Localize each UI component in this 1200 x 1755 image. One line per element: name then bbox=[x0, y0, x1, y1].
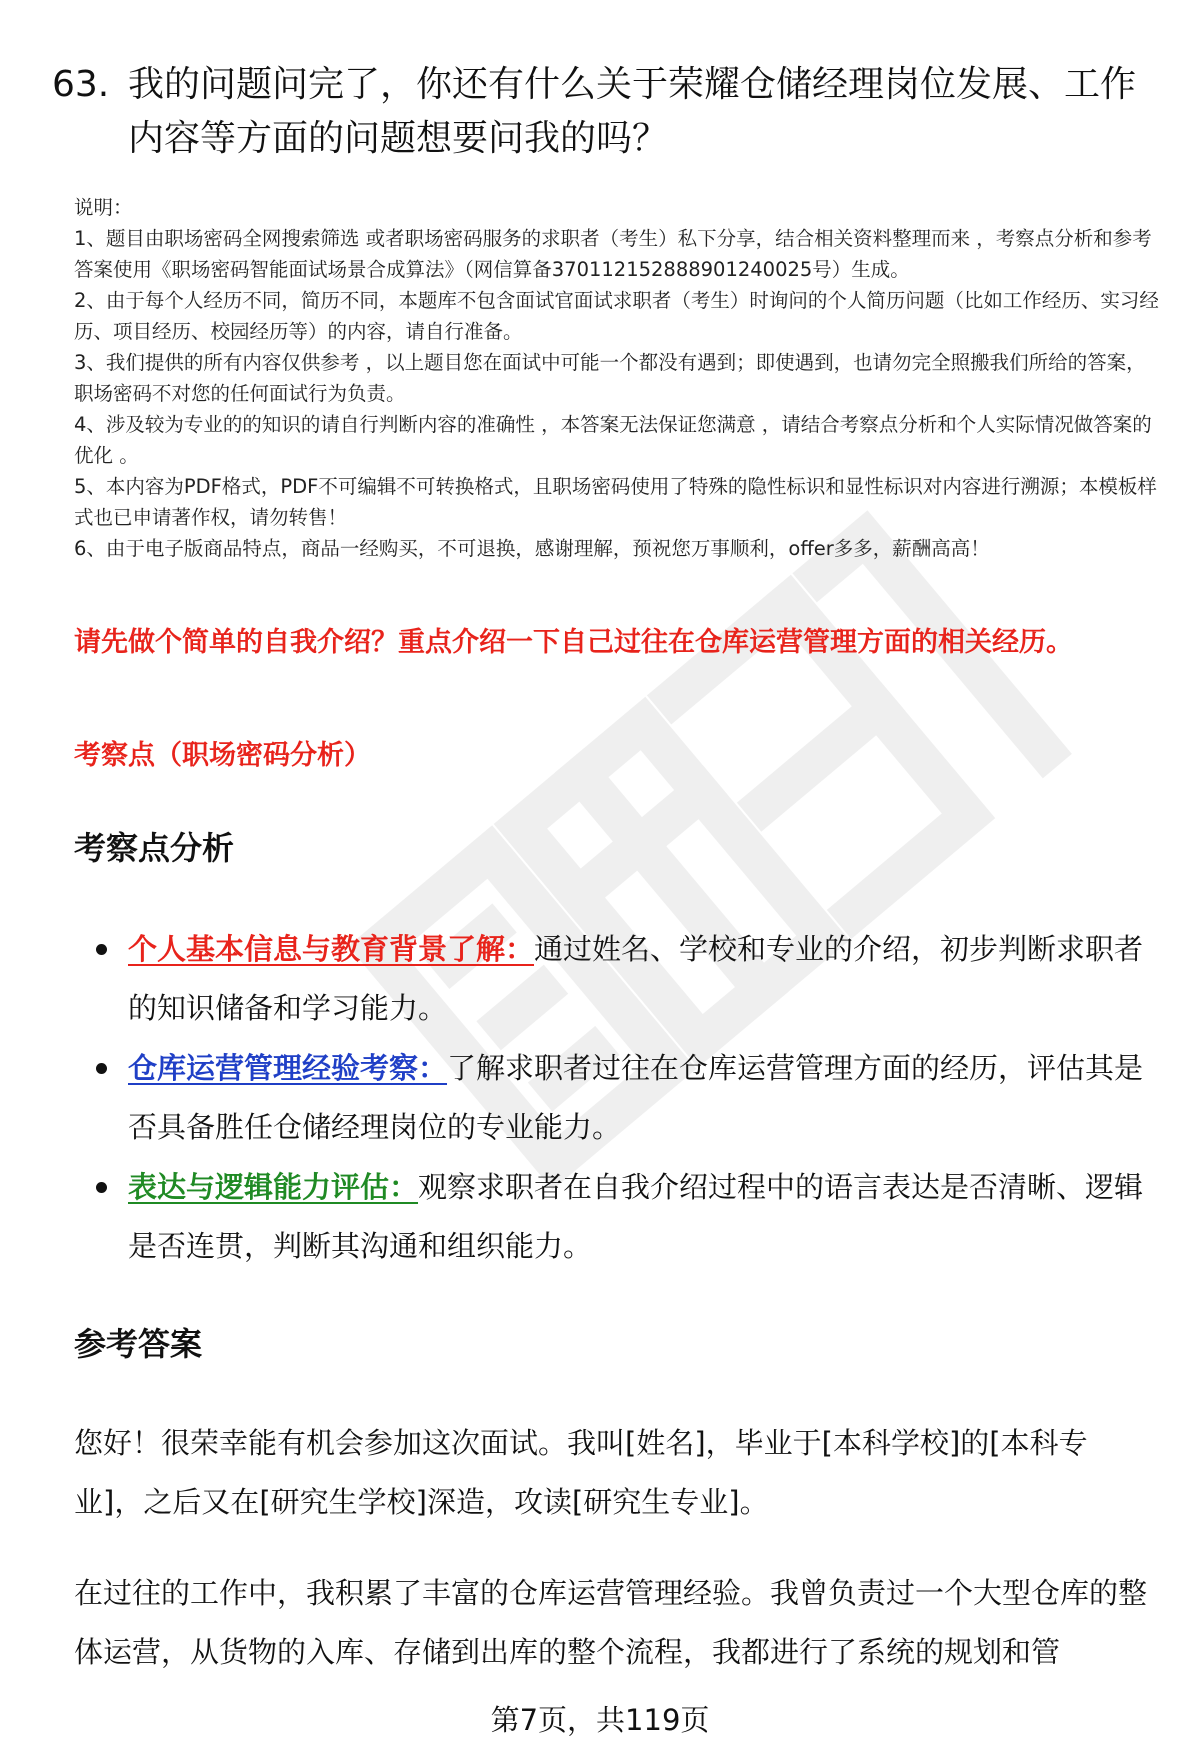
answer-paragraph: 您好！很荣幸能有机会参加这次面试。我叫[姓名]，毕业于[本科学校]的[本科专业]，之后又在[研究生学校]深造，攻读[研究生专业]。 bbox=[74, 1426, 1088, 1519]
point-text: 了解求职者过往在仓库运营管理方面的经历，评估其是否具备胜任仓储经理岗位的专业能力。 bbox=[128, 1051, 1144, 1144]
analysis-subheading: 考察点（职场密码分析） bbox=[74, 740, 371, 771]
analysis-points-list bbox=[96, 920, 1146, 1277]
point-text: 通过姓名、学校和专业的介绍，初步判断求职者的知识储备和学习能力。 bbox=[128, 932, 1144, 1025]
notes-heading: 说明： bbox=[74, 196, 133, 219]
bullet-icon bbox=[96, 1063, 107, 1074]
point-text: 观察求职者在自我介绍过程中的语言表达是否清晰、逻辑是否连贯，判断其沟通和组织能力。 bbox=[128, 1170, 1144, 1263]
question-number: 63. bbox=[52, 64, 110, 105]
list-item bbox=[96, 920, 1146, 1038]
answer-heading: 参考答案 bbox=[74, 1325, 203, 1363]
analysis-heading: 考察点分析 bbox=[74, 829, 235, 867]
note-item: 5、本内容为PDF格式，PDF不可编辑不可转换格式，且职场密码使用了特殊的隐性标识和显性标识对内容进行溯源；本模板样式也已申请著作权，请勿转售！ bbox=[74, 475, 1157, 529]
answer-body bbox=[74, 1414, 1154, 1714]
answer-paragraph: 在过往的工作中，我积累了丰富的仓库运营管理经验。我曾负责过一个大型仓库的整体运营，从货物的入库、存储到出库的整个流程，我都进行了系统的规划和管 bbox=[74, 1576, 1148, 1669]
notes-block bbox=[74, 192, 1164, 564]
interview-question: 请先做个简单的自我介绍？重点介绍一下自己过往在仓库运营管理方面的相关经历。 bbox=[74, 627, 1073, 658]
question-text: 我的问题问完了，你还有什么关于荣耀仓储经理岗位发展、工作内容等方面的问题想要问我的吗？ bbox=[128, 64, 1137, 159]
note-item: 4、涉及较为专业的的知识的请自行判断内容的准确性 ，本答案无法保证您满意 ，请结合考察点分析和个人实际情况做答案的优化 。 bbox=[74, 413, 1152, 467]
bullet-icon bbox=[96, 1182, 107, 1193]
list-item bbox=[96, 1039, 1146, 1157]
page-number: 第7页，共119页 bbox=[490, 1703, 710, 1737]
point-label: 个人基本信息与教育背景了解： bbox=[128, 932, 535, 966]
list-item bbox=[96, 1158, 1146, 1276]
point-label: 表达与逻辑能力评估： bbox=[128, 1170, 419, 1204]
note-item: 3、我们提供的所有内容仅供参考 ，以上题目您在面试中可能一个都没有遇到；即使遇到，也请勿完全照搬我们所给的答案，职场密码不对您的任何面试行为负责。 bbox=[74, 351, 1146, 405]
bullet-icon bbox=[96, 944, 107, 955]
note-item: 2、由于每个人经历不同，简历不同，本题库不包含面试官面试求职者（考生）时询问的个人简历问题（比如工作经历、实习经历、项目经历、校园经历等）的内容，请自行准备。 bbox=[74, 289, 1159, 343]
note-item: 6、由于电子版商品特点，商品一经购买，不可退换，感谢理解，预祝您万事顺利，offer多多，薪酬高高！ bbox=[74, 537, 990, 560]
point-label: 仓库运营管理经验考察： bbox=[128, 1051, 448, 1085]
note-item: 1、题目由职场密码全网搜索筛选 或者职场密码服务的求职者（考生）私下分享，结合相关资料整理而来 ，考察点分析和参考答案使用《职场密码智能面试场景合成算法》（网信算备370112152888901240025号）生成。 bbox=[74, 227, 1152, 281]
question-title bbox=[52, 58, 1152, 166]
